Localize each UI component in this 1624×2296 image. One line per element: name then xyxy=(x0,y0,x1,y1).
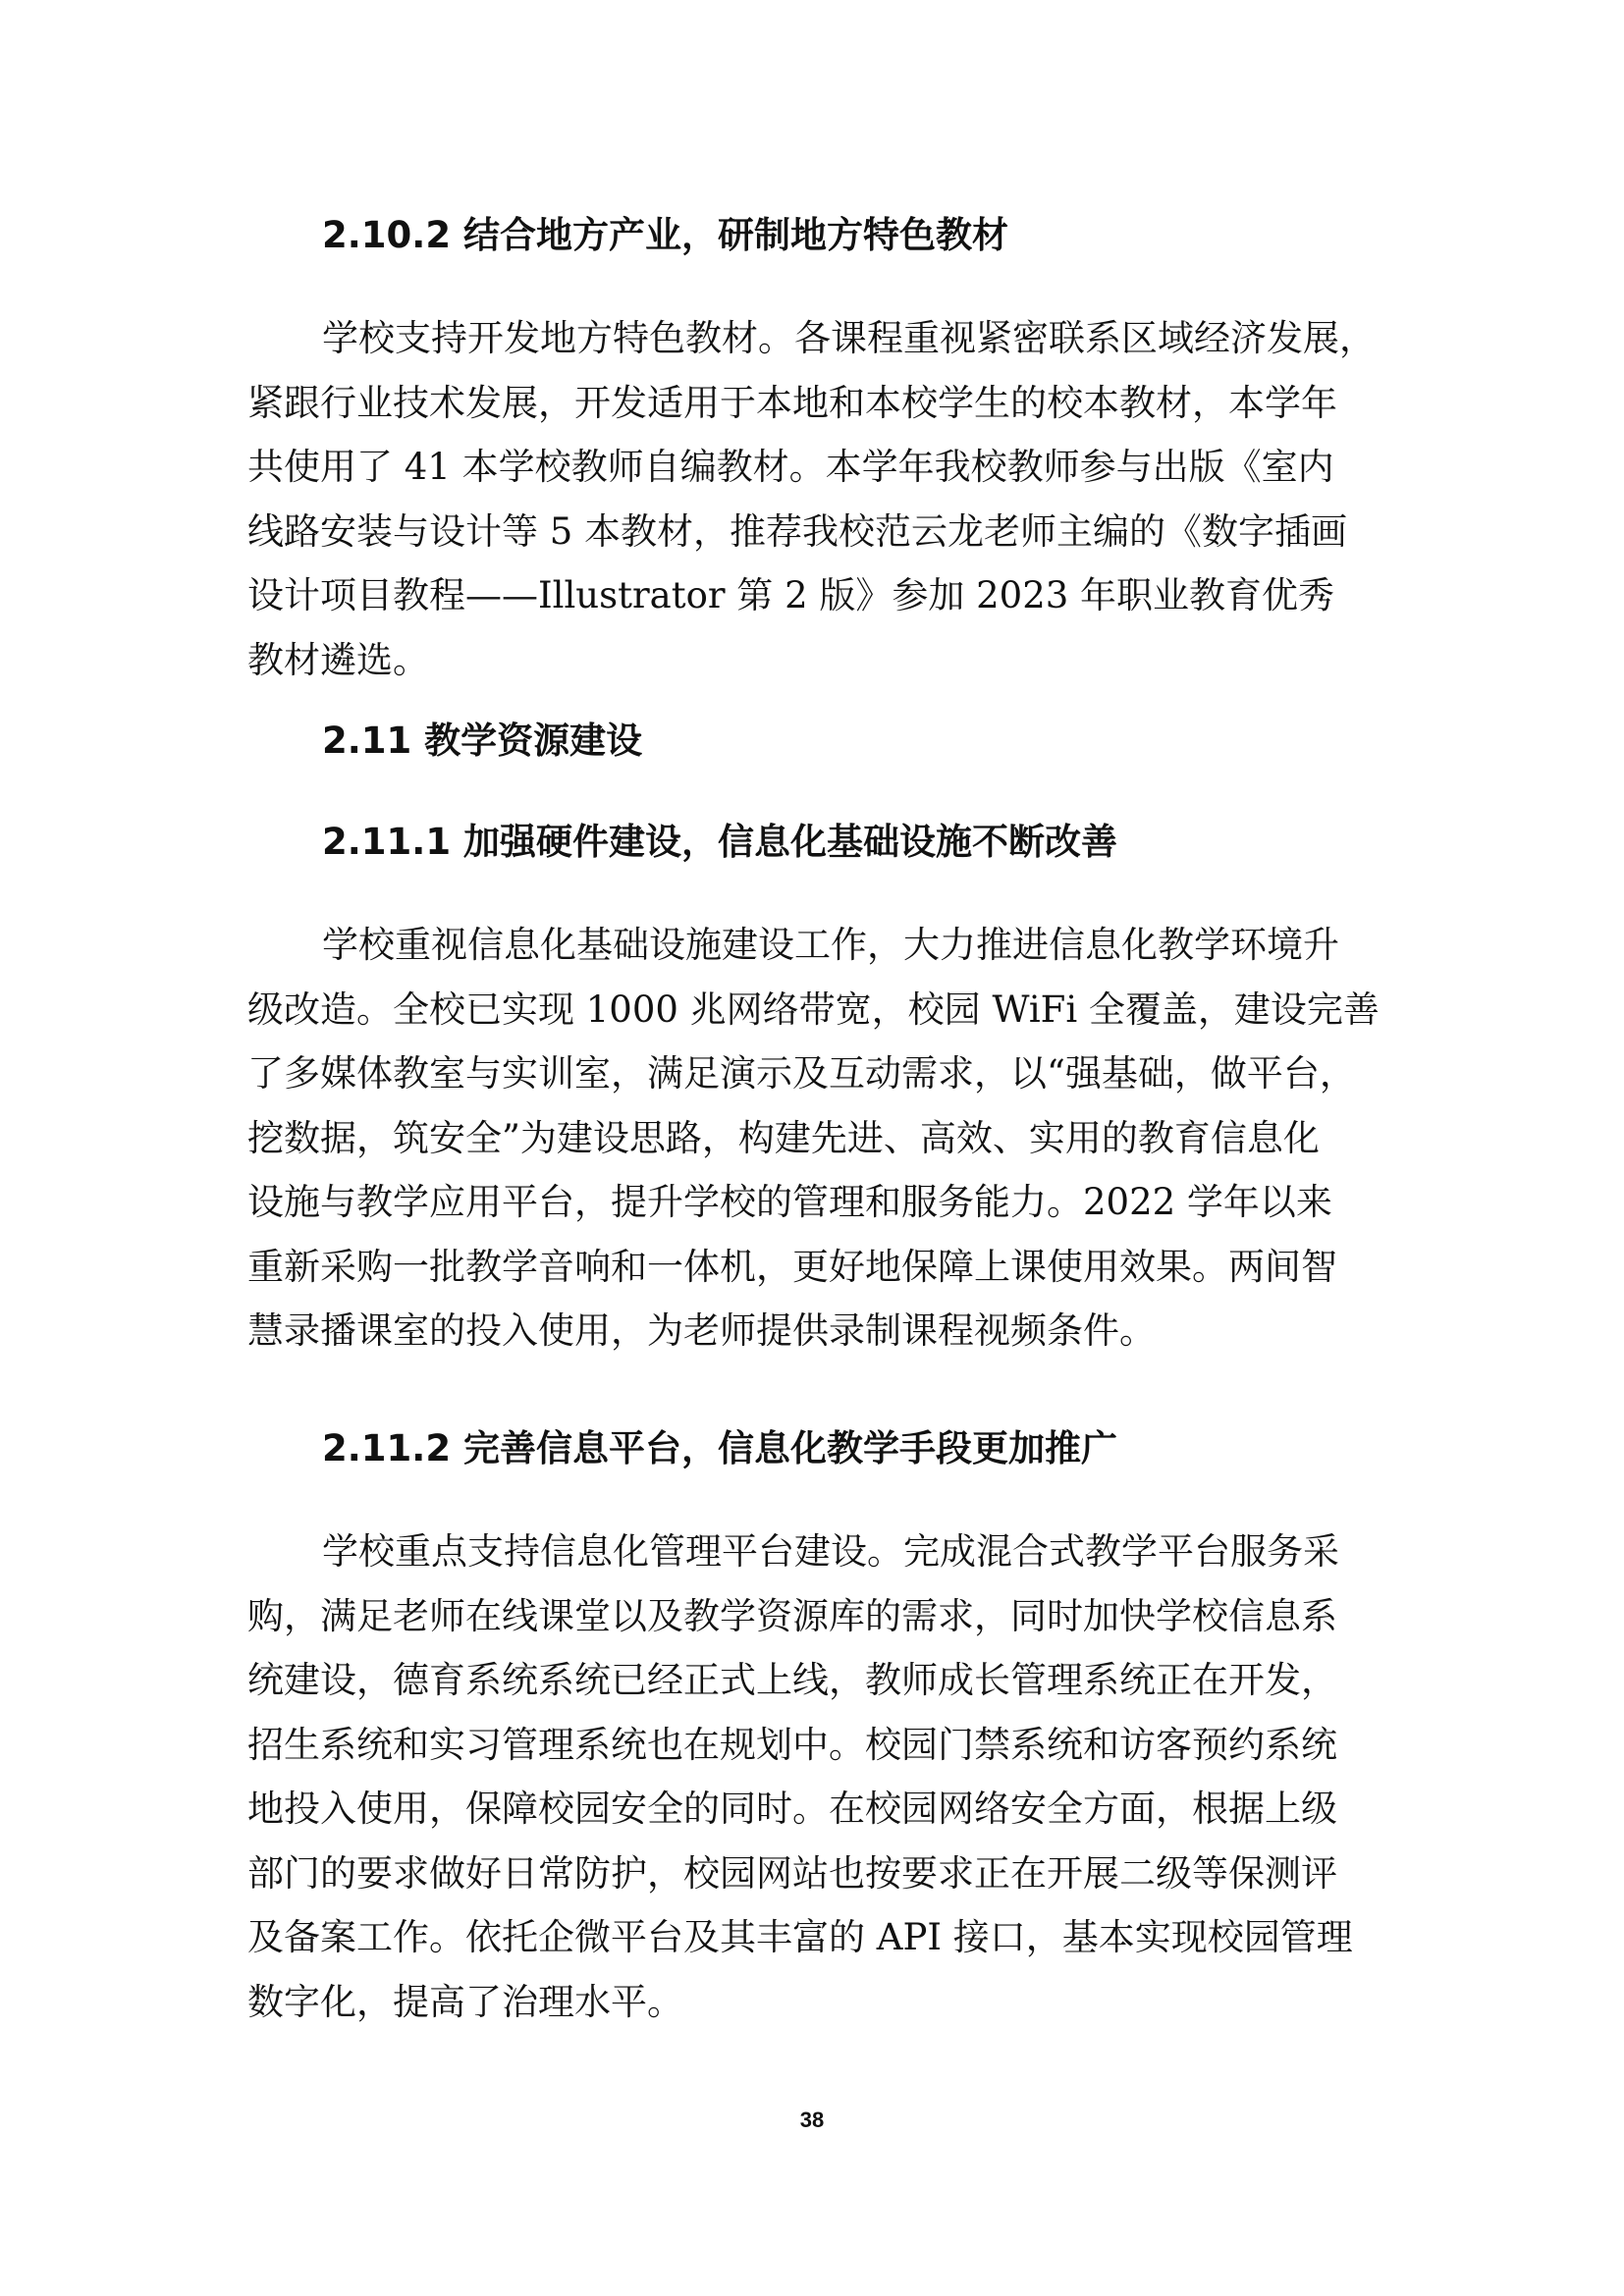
paragraph-line: 招生系统和实习管理系统也在规划中。校园门禁系统和访客预约系统 xyxy=(247,1723,1337,1766)
paragraph-platform xyxy=(247,1520,1396,2034)
paragraph-line: 设施与教学应用平台，提升学校的管理和服务能力。2022 学年以来 xyxy=(247,1181,1332,1223)
paragraph-line: 设计项目教程——Illustrator 第 2 版》参加 2023 年职业教育优秀 xyxy=(247,574,1335,616)
paragraph-line: 共使用了 41 本学校教师自编教材。本学年我校教师参与出版《室内 xyxy=(247,446,1334,488)
paragraph-hardware xyxy=(247,913,1396,1363)
paragraph-line: 级改造。全校已实现 1000 兆网络带宽，校园 WiFi 全覆盖，建设完善 xyxy=(247,988,1380,1031)
paragraph-line: 及备案工作。依托企微平台及其丰富的 API 接口，基本实现校园管理 xyxy=(247,1916,1353,1958)
paragraph-line: 购，满足老师在线课堂以及教学资源库的需求，同时加快学校信息系 xyxy=(247,1594,1337,1637)
paragraph-line: 学校重点支持信息化管理平台建设。完成混合式教学平台服务采 xyxy=(322,1530,1339,1573)
paragraph-line: 学校重视信息化基础设施建设工作，大力推进信息化教学环境升 xyxy=(322,924,1339,966)
paragraph-line: 地投入使用，保障校园安全的同时。在校园网络安全方面，根据上级 xyxy=(247,1788,1337,1830)
section-heading-2-11: 2.11 教学资源建设 xyxy=(322,720,643,762)
paragraph-line: 了多媒体教室与实训室，满足演示及互动需求，以“强基础，做平台， xyxy=(247,1052,1356,1095)
paragraph-line: 教材遴选。 xyxy=(247,638,429,681)
section-heading-2-10-2: 2.10.2 结合地方产业，研制地方特色教材 xyxy=(322,214,1008,256)
page-number: 38 xyxy=(799,2108,825,2132)
paragraph-line: 数字化，提高了治理水平。 xyxy=(247,1980,683,2023)
paragraph-textbooks xyxy=(247,306,1396,692)
paragraph-line: 重新采购一批教学音响和一体机，更好地保障上课使用效果。两间智 xyxy=(247,1245,1337,1288)
section-heading-2-11-2: 2.11.2 完善信息平台，信息化教学手段更加推广 xyxy=(322,1427,1117,1469)
section-heading-2-11-1: 2.11.1 加强硬件建设，信息化基础设施不断改善 xyxy=(322,821,1117,863)
paragraph-line: 统建设，德育系统系统已经正式上线，教师成长管理系统正在开发， xyxy=(247,1659,1337,1701)
paragraph-line: 紧跟行业技术发展，开发适用于本地和本校学生的校本教材，本学年 xyxy=(247,381,1337,424)
paragraph-line: 学校支持开发地方特色教材。各课程重视紧密联系区域经济发展， xyxy=(322,317,1376,359)
paragraph-line: 慧录播课室的投入使用，为老师提供录制课程视频条件。 xyxy=(247,1309,1156,1352)
paragraph-line: 线路安装与设计等 5 本教材，推荐我校范云龙老师主编的《数字插画 xyxy=(247,509,1348,553)
paragraph-line: 挖数据，筑安全”为建设思路，构建先进、高效、实用的教育信息化 xyxy=(247,1116,1320,1159)
paragraph-line: 部门的要求做好日常防护，校园网站也按要求正在开展二级等保测评 xyxy=(247,1851,1337,1895)
